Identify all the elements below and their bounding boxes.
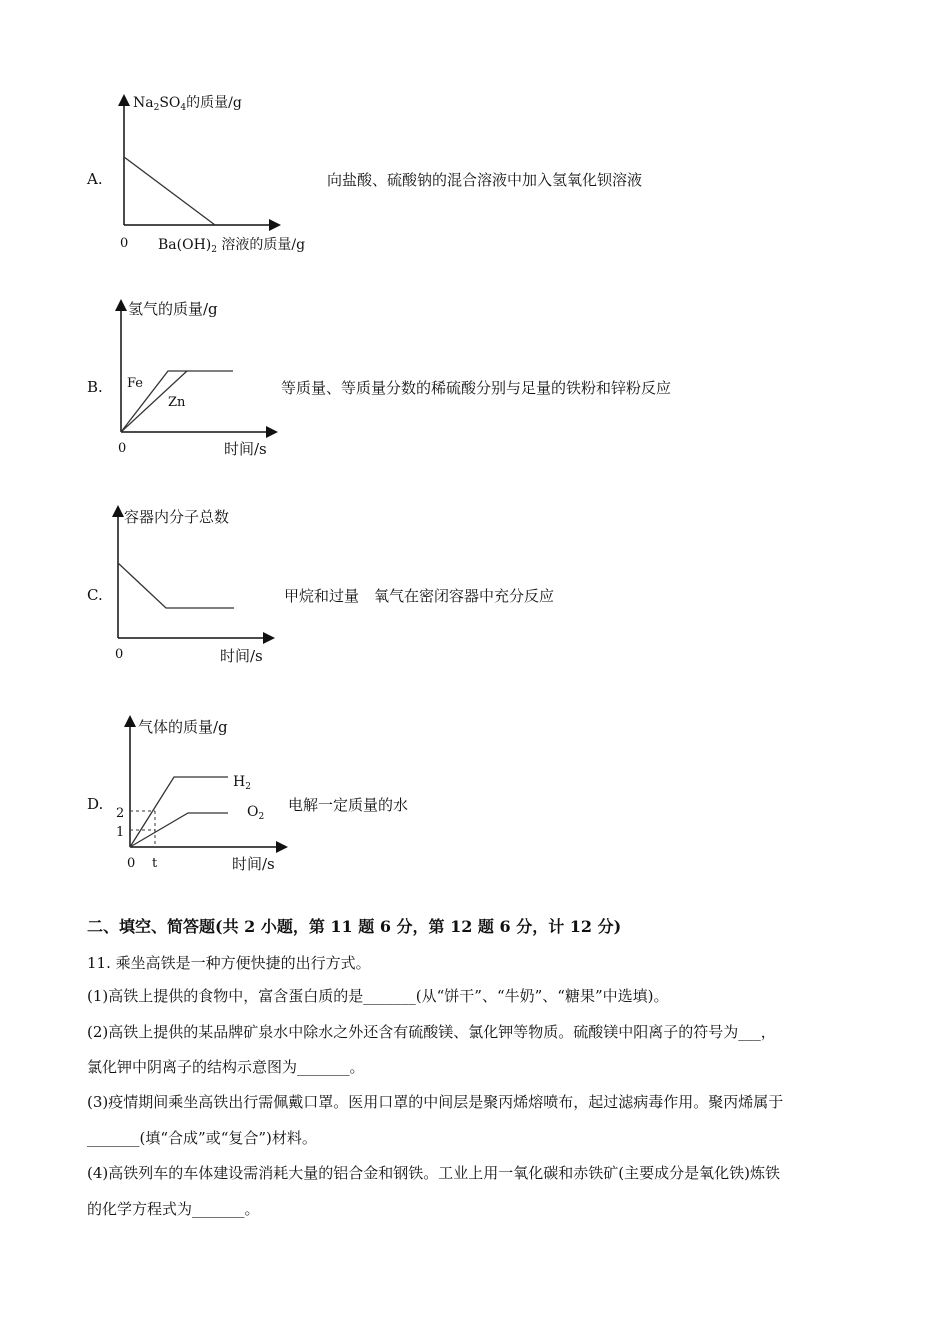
zn-label: Zn bbox=[168, 395, 186, 410]
question-line-1: (1)高铁上提供的食物中，富含蛋白质的是_______(从“饼干”、“牛奶”、“糖果”中选填)。 bbox=[87, 987, 669, 1005]
y-axis-label: $Na_2SO_4$的质量/g bbox=[133, 95, 242, 113]
origin-label: 0 bbox=[127, 856, 136, 871]
question-line-3: 氯化钾中阴离子的结构示意图为_______。 bbox=[87, 1058, 365, 1076]
option-c-letter: C. bbox=[87, 586, 103, 604]
question-line-7: 的化学方程式为_______。 bbox=[87, 1200, 260, 1218]
x-axis-label: 时间/s bbox=[220, 647, 263, 665]
tick-label-t: t bbox=[152, 856, 158, 871]
tick-label-1: 1 bbox=[116, 825, 125, 840]
h2-curve bbox=[130, 777, 228, 847]
tick-label-2: 2 bbox=[116, 806, 125, 821]
option-b-graph bbox=[100, 292, 300, 467]
option-a-description: 向盐酸、硫酸钠的混合溶液中加入氢氧化钡溶液 bbox=[327, 171, 643, 189]
option-c-description: 甲烷和过量 氧气在密闭容器中充分反应 bbox=[284, 587, 555, 605]
section-heading: 二、填空、简答题(共 2 小题，第 11 题 6 分，第 12 题 6 分，计 12 分) bbox=[87, 917, 622, 936]
option-a-graph bbox=[100, 85, 340, 260]
x-axis-label: 时间/s bbox=[232, 855, 275, 873]
x-axis-label: $Ba(OH)_2$ 溶液的质量/g bbox=[158, 237, 306, 255]
question-line-6: (4)高铁列车的车体建设需消耗大量的铝合金和钢铁。工业上用一氧化碳和赤铁矿(主要成分是氧化铁)炼铁 bbox=[87, 1164, 780, 1182]
y-axis-label: 氢气的质量/g bbox=[128, 300, 218, 318]
question-number: 11 bbox=[87, 954, 107, 972]
fe-label: Fe bbox=[127, 376, 144, 391]
h2-label: $H_2$ bbox=[233, 774, 251, 792]
option-b-description: 等质量、等质量分数的稀硫酸分别与足量的铁粉和锌粉反应 bbox=[281, 379, 672, 397]
option-c-graph bbox=[100, 500, 300, 675]
x-axis-label: 时间/s bbox=[224, 440, 267, 458]
origin-label: 0 bbox=[118, 441, 127, 456]
option-d-graph bbox=[100, 710, 300, 880]
option-d-description: 电解一定质量的水 bbox=[288, 796, 409, 814]
curve-line bbox=[124, 157, 215, 225]
curve-line bbox=[118, 563, 234, 608]
o2-label: $O_2$ bbox=[247, 804, 265, 822]
y-axis-label: 气体的质量/g bbox=[138, 718, 228, 736]
question-line-5: _______(填“合成”或“复合”)材料。 bbox=[87, 1129, 317, 1147]
y-axis-label: 容器内分子总数 bbox=[124, 508, 230, 526]
question-line-2: (2)高铁上提供的某品牌矿泉水中除水之外还含有硫酸镁、氯化钾等物质。硫酸镁中阳离子的符号为___， bbox=[87, 1023, 776, 1041]
option-b-letter: B. bbox=[87, 378, 103, 396]
origin-label: 0 bbox=[120, 236, 129, 251]
question-stem bbox=[87, 952, 371, 973]
option-a-letter: A. bbox=[87, 170, 103, 188]
origin-label: 0 bbox=[115, 647, 124, 662]
question-stem-text: . 乘坐高铁是一种方便快捷的出行方式。 bbox=[106, 954, 371, 972]
question-line-4: (3)疫情期间乘坐高铁出行需佩戴口罩。医用口罩的中间层是聚丙烯熔喷布，起过滤病毒作用。聚丙烯属于 bbox=[87, 1093, 784, 1111]
option-d-letter: D. bbox=[87, 795, 104, 813]
